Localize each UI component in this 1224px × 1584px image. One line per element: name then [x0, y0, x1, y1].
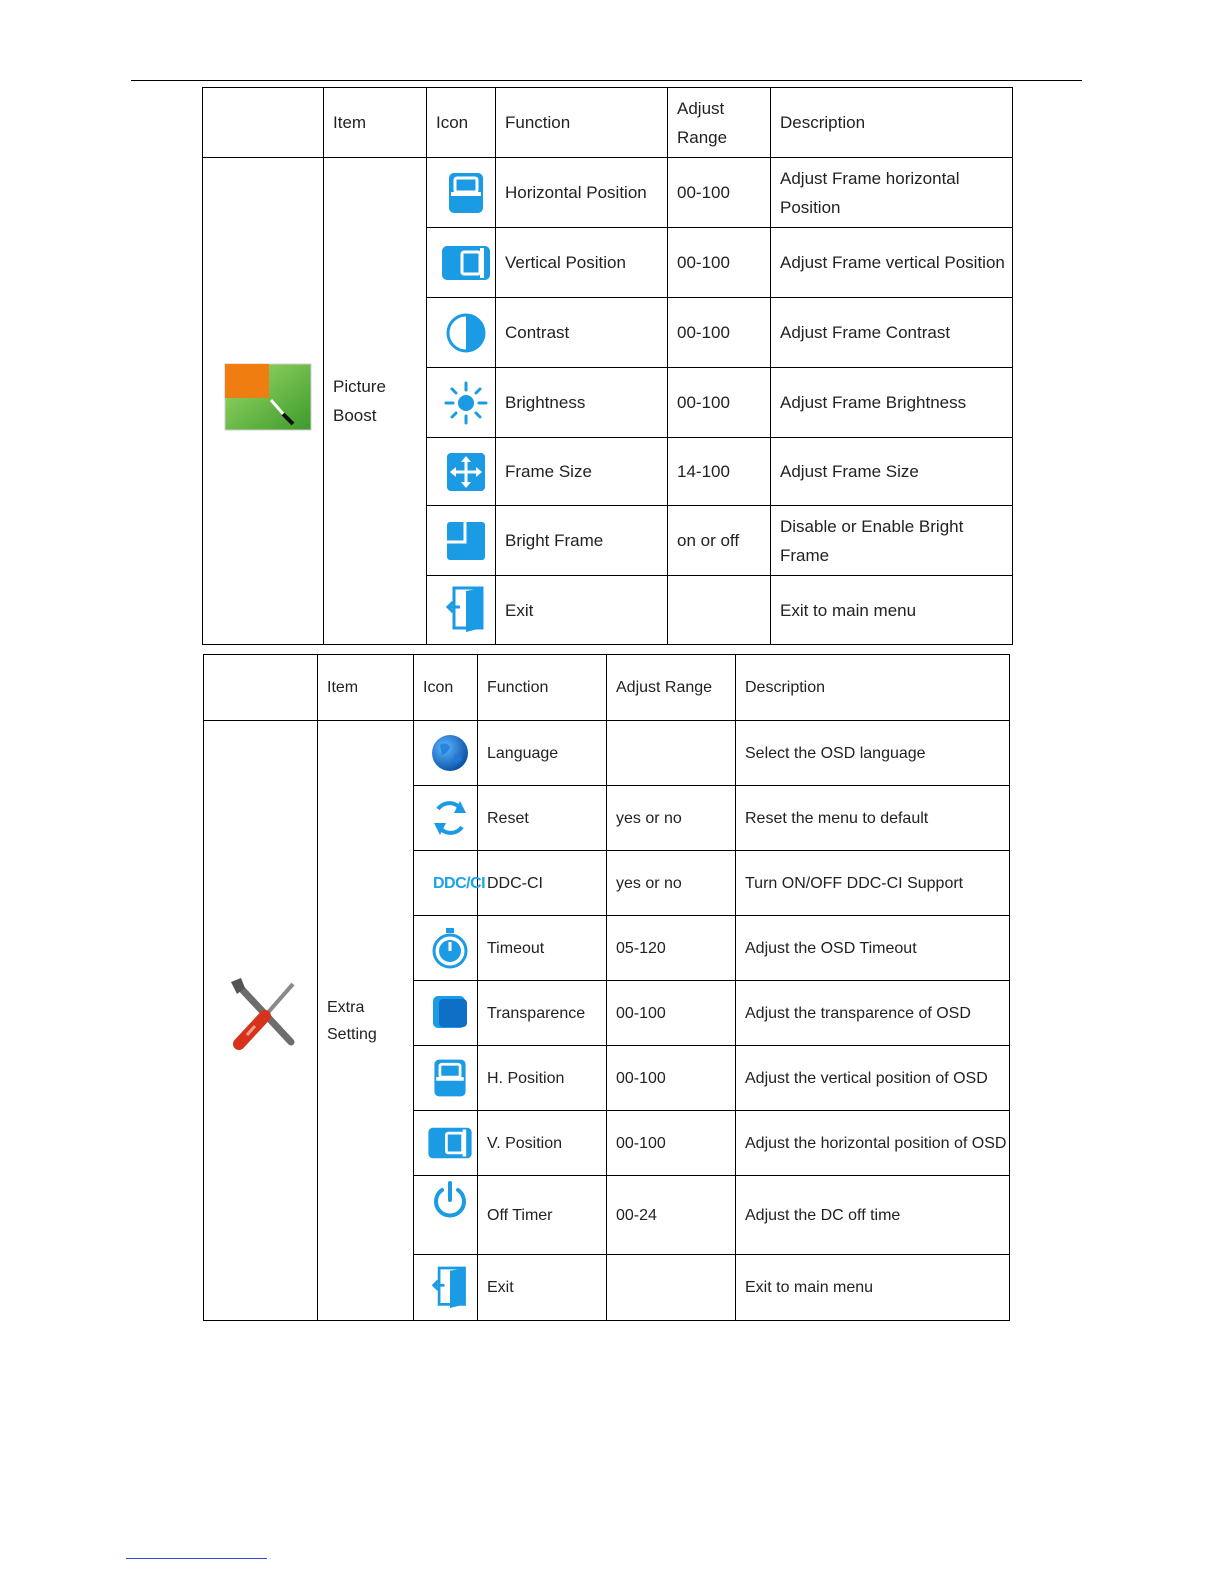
icon-cell — [414, 851, 486, 916]
horizontal-position-icon — [446, 169, 486, 217]
function-cell: Brightness — [496, 368, 668, 438]
function-cell: DDC-CI — [478, 851, 607, 916]
description-cell: Disable or Enable Bright Frame — [771, 506, 1013, 576]
header-icon: Icon — [414, 655, 478, 721]
function-cell: Off Timer — [478, 1176, 607, 1255]
function-cell: Frame Size — [496, 438, 668, 506]
header-description: Description — [736, 655, 1010, 721]
picture-boost-icon — [223, 362, 313, 432]
range-cell: 00-100 — [607, 1111, 736, 1176]
description-cell: Exit to main menu — [771, 576, 1013, 645]
function-cell: Reset — [478, 786, 607, 851]
description-cell: Reset the menu to default — [736, 786, 1010, 851]
range-cell: 05-120 — [607, 916, 736, 981]
horizontal-position-icon — [431, 1056, 469, 1100]
range-cell — [668, 576, 771, 645]
header-item: Item — [318, 655, 414, 721]
function-cell: Exit — [496, 576, 668, 645]
range-cell: 00-100 — [607, 981, 736, 1046]
transparence-icon — [430, 993, 470, 1033]
description-cell: Adjust Frame Size — [771, 438, 1013, 506]
section-icon-cell — [203, 158, 324, 645]
description-cell: Adjust Frame Contrast — [771, 298, 1013, 368]
header-blank — [203, 88, 324, 158]
section-item-label: Extra Setting — [318, 721, 414, 1321]
header-function: Function — [496, 88, 668, 158]
description-cell: Select the OSD language — [736, 721, 1010, 786]
range-cell: yes or no — [607, 786, 736, 851]
table-row — [203, 158, 1013, 228]
brightness-icon — [443, 380, 489, 426]
function-cell: Timeout — [478, 916, 607, 981]
footer-link-rule — [126, 1558, 267, 1559]
icon-cell — [427, 438, 496, 506]
description-cell: Adjust Frame vertical Position — [771, 228, 1013, 298]
vertical-position-icon — [426, 1125, 474, 1161]
power-icon — [430, 1180, 470, 1220]
range-cell: yes or no — [607, 851, 736, 916]
function-cell: Vertical Position — [496, 228, 668, 298]
vertical-position-icon — [440, 243, 492, 283]
function-cell: Exit — [478, 1255, 607, 1321]
header-description: Description — [771, 88, 1013, 158]
icon-cell — [414, 916, 478, 981]
function-cell: H. Position — [478, 1046, 607, 1111]
description-cell: Adjust Frame horizontal Position — [771, 158, 1013, 228]
function-cell: Horizontal Position — [496, 158, 668, 228]
timer-icon — [430, 926, 470, 970]
tools-icon — [225, 976, 305, 1056]
description-cell: Adjust the DC off time — [736, 1176, 1010, 1255]
header-icon: Icon — [427, 88, 496, 158]
function-cell: Transparence — [478, 981, 607, 1046]
range-cell: 00-24 — [607, 1176, 736, 1255]
range-cell: 00-100 — [668, 368, 771, 438]
range-cell: 00-100 — [607, 1046, 736, 1111]
exit-icon — [430, 1265, 470, 1311]
globe-icon — [430, 733, 470, 773]
icon-cell — [414, 1111, 478, 1176]
description-cell: Adjust the horizontal position of OSD — [736, 1111, 1010, 1176]
range-cell — [607, 721, 736, 786]
icon-cell — [414, 1176, 478, 1255]
bright-frame-icon — [445, 520, 487, 562]
icon-cell — [414, 1255, 478, 1321]
icon-cell — [414, 786, 478, 851]
icon-cell — [414, 1046, 478, 1111]
function-cell: Language — [478, 721, 607, 786]
description-cell: Exit to main menu — [736, 1255, 1010, 1321]
frame-size-icon — [445, 451, 487, 493]
extra-setting-table — [203, 654, 1010, 1321]
section-icon-cell — [204, 721, 318, 1321]
header-range-text: Adjust Range — [677, 98, 728, 147]
description-cell: Adjust the vertical position of OSD — [736, 1046, 1010, 1111]
function-cell: V. Position — [478, 1111, 607, 1176]
contrast-icon — [444, 311, 488, 355]
header-range: Adjust Range — [607, 655, 736, 721]
icon-cell — [427, 228, 496, 298]
description-cell: Adjust the OSD Timeout — [736, 916, 1010, 981]
range-cell: 00-100 — [668, 298, 771, 368]
description-cell: Adjust Frame Brightness — [771, 368, 1013, 438]
range-cell: 00-100 — [668, 158, 771, 228]
icon-cell — [427, 158, 496, 228]
header-item: Item — [324, 88, 427, 158]
reset-icon — [430, 797, 470, 839]
range-cell — [607, 1255, 736, 1321]
icon-cell — [427, 298, 496, 368]
picture-boost-table — [202, 87, 1013, 645]
section-item-label: Picture Boost — [324, 158, 427, 645]
function-cell: Contrast — [496, 298, 668, 368]
icon-cell — [427, 368, 496, 438]
table-header-row — [204, 655, 1010, 721]
description-cell: Adjust the transparence of OSD — [736, 981, 1010, 1046]
range-cell: 14-100 — [668, 438, 771, 506]
description-cell: Turn ON/OFF DDC-CI Support — [736, 851, 1010, 916]
icon-cell — [414, 721, 478, 786]
header-range — [668, 88, 771, 158]
table-header-row — [203, 88, 1013, 158]
range-cell: on or off — [668, 506, 771, 576]
icon-cell — [427, 576, 496, 645]
function-cell: Bright Frame — [496, 506, 668, 576]
range-cell: 00-100 — [668, 228, 771, 298]
icon-cell — [414, 981, 478, 1046]
header-blank — [204, 655, 318, 721]
icon-cell — [427, 506, 496, 576]
header-function: Function — [478, 655, 607, 721]
header-rule — [131, 80, 1082, 81]
ddc-ci-icon: DDC/CI — [433, 874, 486, 892]
exit-icon — [444, 585, 488, 635]
table-row — [204, 721, 1010, 786]
